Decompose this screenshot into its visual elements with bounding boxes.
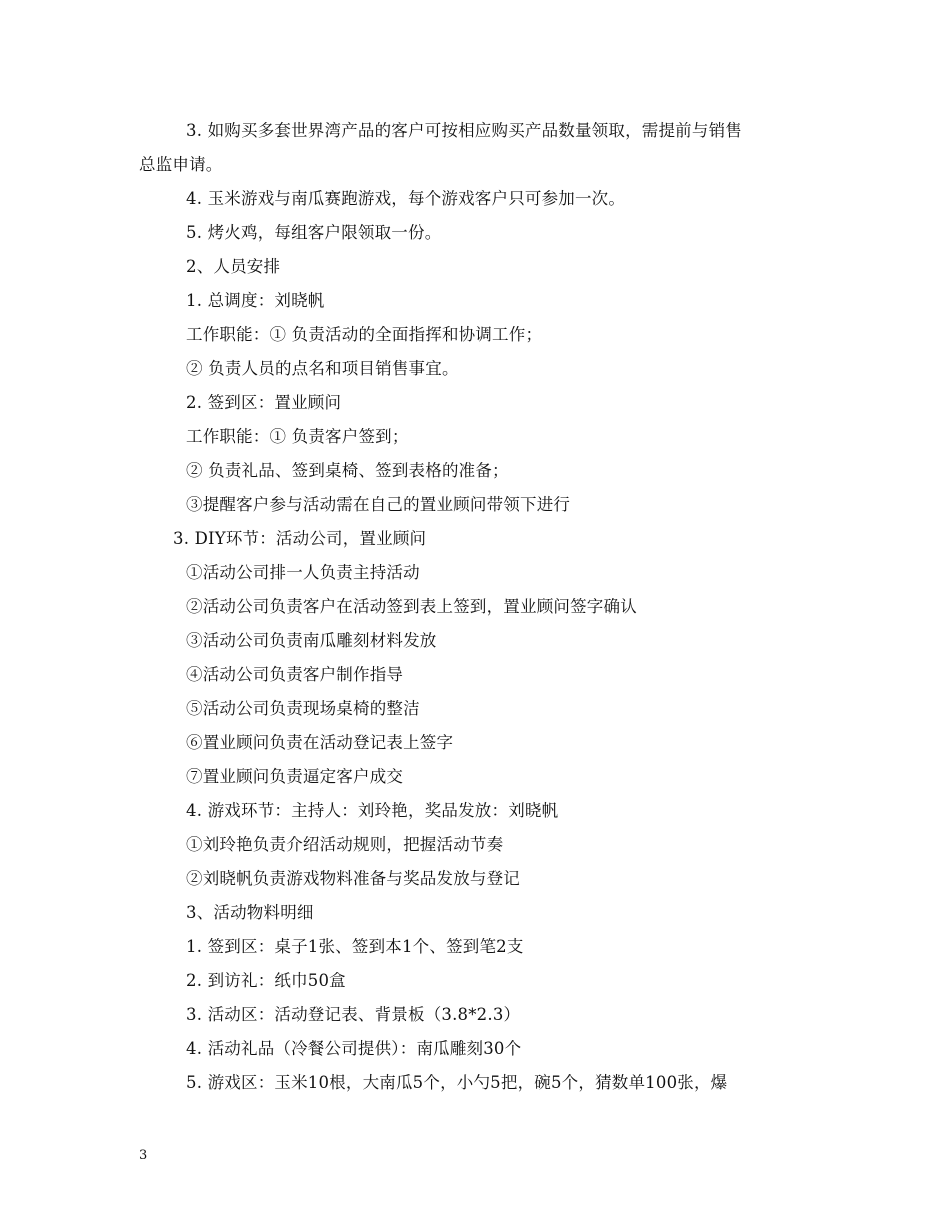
text-line: 4. 活动礼品（冷餐公司提供）：南瓜雕刻30个 bbox=[186, 1039, 522, 1058]
text-line: ⑤活动公司负责现场桌椅的整洁 bbox=[186, 699, 420, 718]
text-line: ①活动公司排一人负责主持活动 bbox=[186, 563, 420, 582]
section-heading: 2、人员安排 bbox=[186, 257, 281, 276]
text-line: 4. 游戏环节：主持人：刘玲艳，奖品发放：刘晓帆 bbox=[186, 801, 559, 820]
text-line: 2. 签到区：置业顾问 bbox=[186, 393, 342, 412]
text-line: ⑥置业顾问负责在活动登记表上签字 bbox=[186, 733, 454, 752]
text-line: ②活动公司负责客户在活动签到表上签到，置业顾问签字确认 bbox=[186, 597, 637, 616]
text-line: ③活动公司负责南瓜雕刻材料发放 bbox=[186, 631, 437, 650]
text-line: 4. 玉米游戏与南瓜赛跑游戏，每个游戏客户只可参加一次。 bbox=[186, 189, 626, 208]
section-heading: 3、活动物料明细 bbox=[186, 903, 314, 922]
text-line: ③提醒客户参与活动需在自己的置业顾问带领下进行 bbox=[186, 495, 571, 514]
text-line: ⑦置业顾问负责逼定客户成交 bbox=[186, 767, 404, 786]
text-line: 工作职能：① 负责活动的全面指挥和协调工作； bbox=[186, 325, 543, 344]
text-line: 工作职能：① 负责客户签到； bbox=[186, 427, 409, 446]
text-line: 1. 签到区：桌子1张、签到本1个、签到笔2支 bbox=[186, 937, 524, 956]
text-line: ②刘晓帆负责游戏物料准备与奖品发放与登记 bbox=[186, 869, 520, 888]
text-line: 3. 如购买多套世界湾产品的客户可按相应购买产品数量领取，需提前与销售 bbox=[186, 121, 742, 140]
text-line: 3. 活动区：活动登记表、背景板（3.8*2.3） bbox=[186, 1005, 521, 1024]
text-line: ② 负责人员的点名和项目销售事宜。 bbox=[186, 359, 459, 378]
page-number: 3 bbox=[139, 1148, 148, 1163]
text-line: 总监申请。 bbox=[139, 155, 223, 174]
text-line: 3. DIY环节：活动公司，置业顾问 bbox=[173, 529, 427, 548]
text-line: 1. 总调度：刘晓帆 bbox=[186, 291, 325, 310]
text-line: 5. 游戏区：玉米10根，大南瓜5个，小勺5把，碗5个，猜数单100张，爆 bbox=[186, 1073, 728, 1092]
text-line: 5. 烤火鸡，每组客户限领取一份。 bbox=[186, 223, 442, 242]
text-line: ② 负责礼品、签到桌椅、签到表格的准备； bbox=[186, 461, 509, 480]
text-line: ④活动公司负责客户制作指导 bbox=[186, 665, 404, 684]
text-line: ①刘玲艳负责介绍活动规则，把握活动节奏 bbox=[186, 835, 504, 854]
text-line: 2. 到访礼：纸巾50盒 bbox=[186, 971, 346, 990]
